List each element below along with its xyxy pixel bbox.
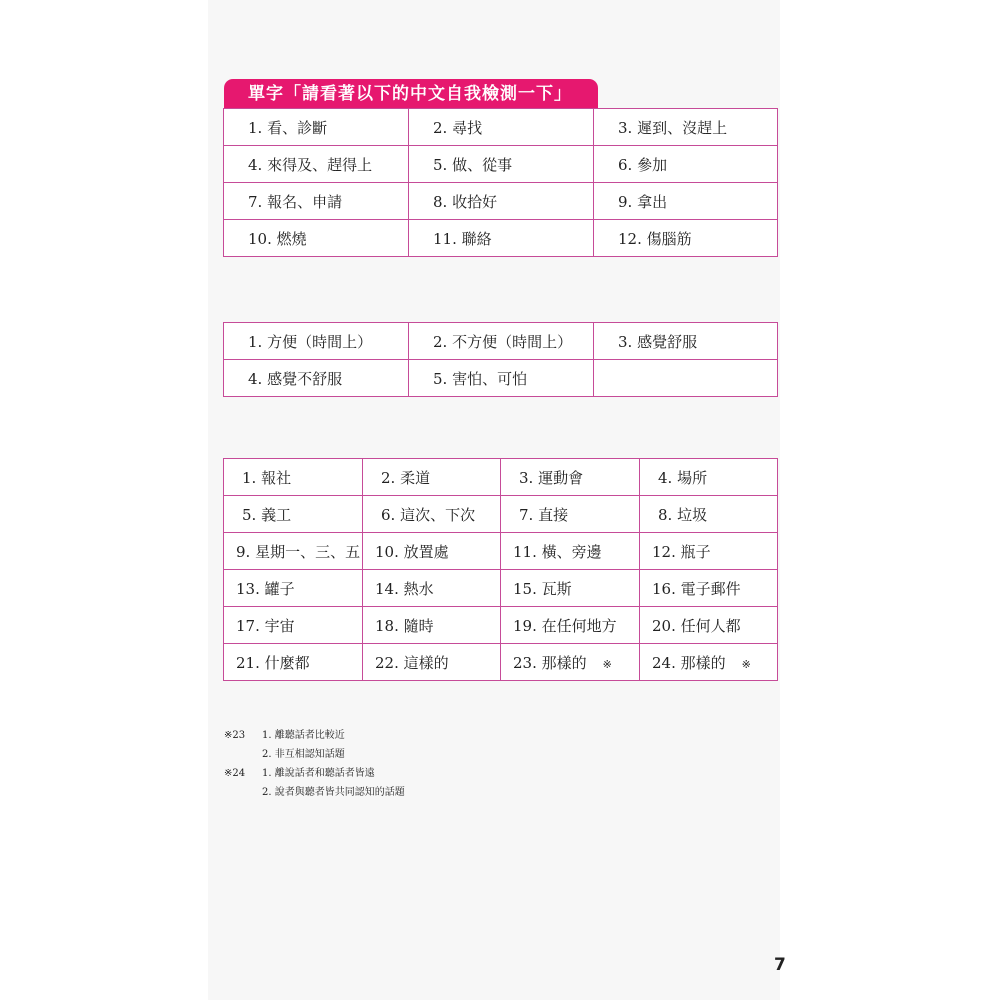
page-number: 7: [774, 955, 786, 975]
table-row: [224, 109, 778, 146]
vocab-cell: 7. 直接: [501, 496, 640, 533]
table-row: [224, 570, 778, 607]
vocab-cell: 1. 方便（時間上）: [224, 323, 409, 360]
footnote-row: [224, 726, 405, 745]
vocab-cell: 5. 害怕、可怕: [409, 360, 594, 397]
vocab-cell: 7. 報名、申請: [224, 183, 409, 220]
vocab-cell: 10. 燃燒: [224, 220, 409, 257]
vocab-cell: 15. 瓦斯: [501, 570, 640, 607]
vocab-cell: 17. 宇宙: [224, 607, 363, 644]
footnote-key: [224, 783, 262, 802]
table-row: [224, 644, 778, 681]
vocab-word: 23. 那樣的: [513, 653, 587, 672]
vocab-cell: 4. 場所: [640, 459, 778, 496]
footnote-text: 1. 離聽話者比較近: [262, 730, 345, 741]
vocab-table-verbs: [223, 108, 778, 257]
footnote-text: 1. 離說話者和聽話者皆遠: [262, 768, 375, 779]
vocab-cell: 4. 來得及、趕得上: [224, 146, 409, 183]
table-row: [224, 146, 778, 183]
vocab-cell: 2. 柔道: [363, 459, 501, 496]
table-row: [224, 459, 778, 496]
vocab-cell: 3. 運動會: [501, 459, 640, 496]
vocab-cell: 11. 橫、旁邊: [501, 533, 640, 570]
vocab-cell: 16. 電子郵件: [640, 570, 778, 607]
vocab-cell: 20. 任何人都: [640, 607, 778, 644]
vocab-cell: 5. 做、從事: [409, 146, 594, 183]
vocab-cell: 2. 不方便（時間上）: [409, 323, 594, 360]
table-row: [224, 220, 778, 257]
footnote-row: [224, 745, 405, 764]
vocab-cell: 11. 聯絡: [409, 220, 594, 257]
vocab-cell: 12. 傷腦筋: [594, 220, 778, 257]
vocab-cell: 5. 義工: [224, 496, 363, 533]
vocab-cell: [594, 360, 778, 397]
footnote-text: 2. 非互相認知話題: [262, 749, 345, 760]
vocab-cell: 3. 遲到、沒趕上: [594, 109, 778, 146]
vocab-cell: 3. 感覺舒服: [594, 323, 778, 360]
vocab-table-adjectives: [223, 322, 778, 397]
vocab-cell: 1. 看、診斷: [224, 109, 409, 146]
table-row: [224, 323, 778, 360]
table-row: [224, 183, 778, 220]
footnote-key: ※23: [224, 730, 246, 741]
vocab-cell: 8. 收拾好: [409, 183, 594, 220]
table-row: [224, 496, 778, 533]
footnote-text: 2. 說者與聽者皆共同認知的話題: [262, 787, 405, 798]
vocab-cell: [640, 644, 778, 681]
vocab-cell: 22. 這樣的: [363, 644, 501, 681]
vocab-cell: 18. 隨時: [363, 607, 501, 644]
footnote-row: [224, 783, 405, 802]
vocab-cell: 6. 參加: [594, 146, 778, 183]
footnote-key: [224, 745, 262, 764]
vocab-cell: 9. 拿出: [594, 183, 778, 220]
vocab-word: 24. 那樣的: [652, 653, 726, 672]
section-title: 單字「請看著以下的中文自我檢測一下」: [224, 79, 598, 109]
reference-mark: ※: [741, 657, 751, 671]
table-row: [224, 607, 778, 644]
vocab-cell: 8. 垃圾: [640, 496, 778, 533]
vocab-cell: 2. 尋找: [409, 109, 594, 146]
footnote-row: [224, 764, 405, 783]
vocab-cell: 6. 這次、下次: [363, 496, 501, 533]
vocab-cell: 19. 在任何地方: [501, 607, 640, 644]
vocab-cell: 21. 什麼都: [224, 644, 363, 681]
vocab-cell: 9. 星期一、三、五: [224, 533, 363, 570]
footnotes: [224, 726, 405, 802]
vocab-cell: [501, 644, 640, 681]
vocab-cell: 10. 放置處: [363, 533, 501, 570]
reference-mark: ※: [602, 657, 612, 671]
vocab-cell: 14. 熱水: [363, 570, 501, 607]
vocab-cell: 13. 罐子: [224, 570, 363, 607]
footnote-key: ※24: [224, 768, 246, 779]
vocab-table-nouns: [223, 458, 778, 681]
vocab-cell: 4. 感覺不舒服: [224, 360, 409, 397]
vocab-cell: 1. 報社: [224, 459, 363, 496]
table-row: [224, 360, 778, 397]
table-row: [224, 533, 778, 570]
vocab-cell: 12. 瓶子: [640, 533, 778, 570]
